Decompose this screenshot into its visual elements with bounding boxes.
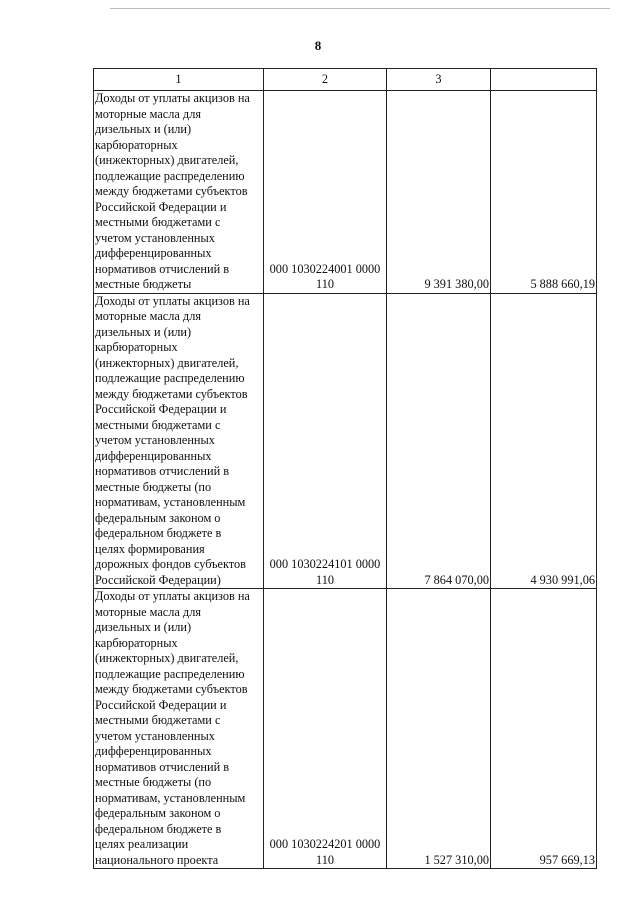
row-name-line: нормативам, установленным (95, 790, 246, 805)
row-name-line: учетом установленных (95, 728, 215, 743)
row-name-line: дифференцированных (95, 448, 212, 463)
row-name-line: местные бюджеты (по (95, 775, 212, 789)
row-name-line: федеральным законом о (95, 510, 221, 525)
row-name-line: дизельных и (или) (95, 324, 192, 339)
row-name-line: подлежащие распределению (95, 666, 245, 681)
header-col-1: 1 (94, 69, 264, 91)
row-name-line: между бюджетами субъектов (95, 184, 248, 198)
row-name-line: местными бюджетами с (95, 417, 221, 432)
header-col-3: 3 (387, 69, 491, 91)
row-name-cell (94, 91, 264, 294)
row-name-line: национального проекта (95, 852, 219, 867)
row-name-line: Российской Федерации и (95, 402, 227, 416)
top-scan-line (110, 8, 610, 9)
row-value-2: 957 669,13 (491, 589, 597, 869)
code-line-2: 110 (316, 572, 334, 587)
row-value-1: 1 527 310,00 (387, 589, 491, 869)
table-row (94, 91, 597, 294)
row-name-line: Российской Федерации) (95, 572, 221, 587)
code-line-1: 000 1030224001 0000 (269, 261, 381, 276)
code-line-2: 110 (316, 852, 334, 867)
row-name-line: федеральном бюджете в (95, 821, 222, 836)
row-value-2: 5 888 660,19 (491, 91, 597, 294)
header-col-4 (491, 69, 597, 91)
row-name-line: учетом установленных (95, 230, 215, 245)
row-name-line: нормативов отчислений в (95, 759, 230, 774)
row-name-line: моторные масла для (95, 604, 201, 619)
row-name-line: Доходы от уплаты акцизов на (95, 589, 250, 603)
revenue-table (93, 68, 597, 869)
row-name-line: между бюджетами субъектов (95, 386, 248, 401)
code-line-2: 110 (316, 277, 334, 291)
row-name-line: местные бюджеты (95, 277, 192, 291)
row-name-line: местными бюджетами с (95, 215, 221, 229)
row-name-line: федеральным законом о (95, 806, 221, 820)
row-name-line: между бюджетами субъектов (95, 682, 248, 696)
row-name-line: нормативов отчислений в (95, 261, 230, 276)
row-name-line: нормативам, установленным (95, 495, 246, 509)
code-line-1: 000 1030224101 0000 (269, 557, 381, 571)
row-code-cell (264, 91, 387, 294)
row-name-line: Российской Федерации и (95, 697, 227, 712)
code-line-1: 000 1030224201 0000 (269, 837, 381, 851)
row-name-line: подлежащие распределению (95, 371, 245, 385)
row-name-line: федеральном бюджете в (95, 526, 222, 540)
row-code-cell (264, 293, 387, 589)
row-name-line: (инжекторных) двигателей, (95, 153, 239, 167)
table-header-row (94, 69, 597, 91)
row-name-line: карбюраторных (95, 635, 178, 650)
row-name-line: моторные масла для (95, 106, 201, 121)
row-name-line: моторные масла для (95, 309, 201, 323)
row-name-line: дизельных и (или) (95, 620, 192, 634)
row-name-line: карбюраторных (95, 340, 178, 354)
row-value-2: 4 930 991,06 (491, 293, 597, 589)
page-number: 8 (314, 38, 322, 53)
row-name-cell (94, 293, 264, 589)
row-name-line: карбюраторных (95, 137, 178, 152)
row-name-line: целях формирования (95, 541, 205, 556)
row-name-line: местными бюджетами с (95, 713, 221, 727)
row-name-line: Доходы от уплаты акцизов на (95, 91, 250, 105)
table-row (94, 293, 597, 589)
row-name-line: (инжекторных) двигателей, (95, 651, 239, 665)
row-name-line: дорожных фондов субъектов (95, 557, 246, 571)
row-name-line: целях реализации (95, 837, 189, 851)
table-row (94, 589, 597, 869)
row-name-line: нормативов отчислений в (95, 464, 230, 478)
row-name-line: (инжекторных) двигателей, (95, 355, 239, 370)
row-value-1: 7 864 070,00 (387, 293, 491, 589)
row-name-line: Российской Федерации и (95, 199, 227, 214)
header-col-2: 2 (264, 69, 387, 91)
row-code-cell (264, 589, 387, 869)
row-value-1: 9 391 380,00 (387, 91, 491, 294)
row-name-line: дифференцированных (95, 246, 212, 260)
row-name-line: дизельных и (или) (95, 122, 192, 136)
row-name-line: учетом установленных (95, 433, 215, 447)
row-name-line: Доходы от уплаты акцизов на (95, 293, 250, 308)
row-name-line: подлежащие распределению (95, 168, 245, 183)
row-name-line: местные бюджеты (по (95, 479, 212, 494)
row-name-line: дифференцированных (95, 744, 212, 758)
row-name-cell (94, 589, 264, 869)
